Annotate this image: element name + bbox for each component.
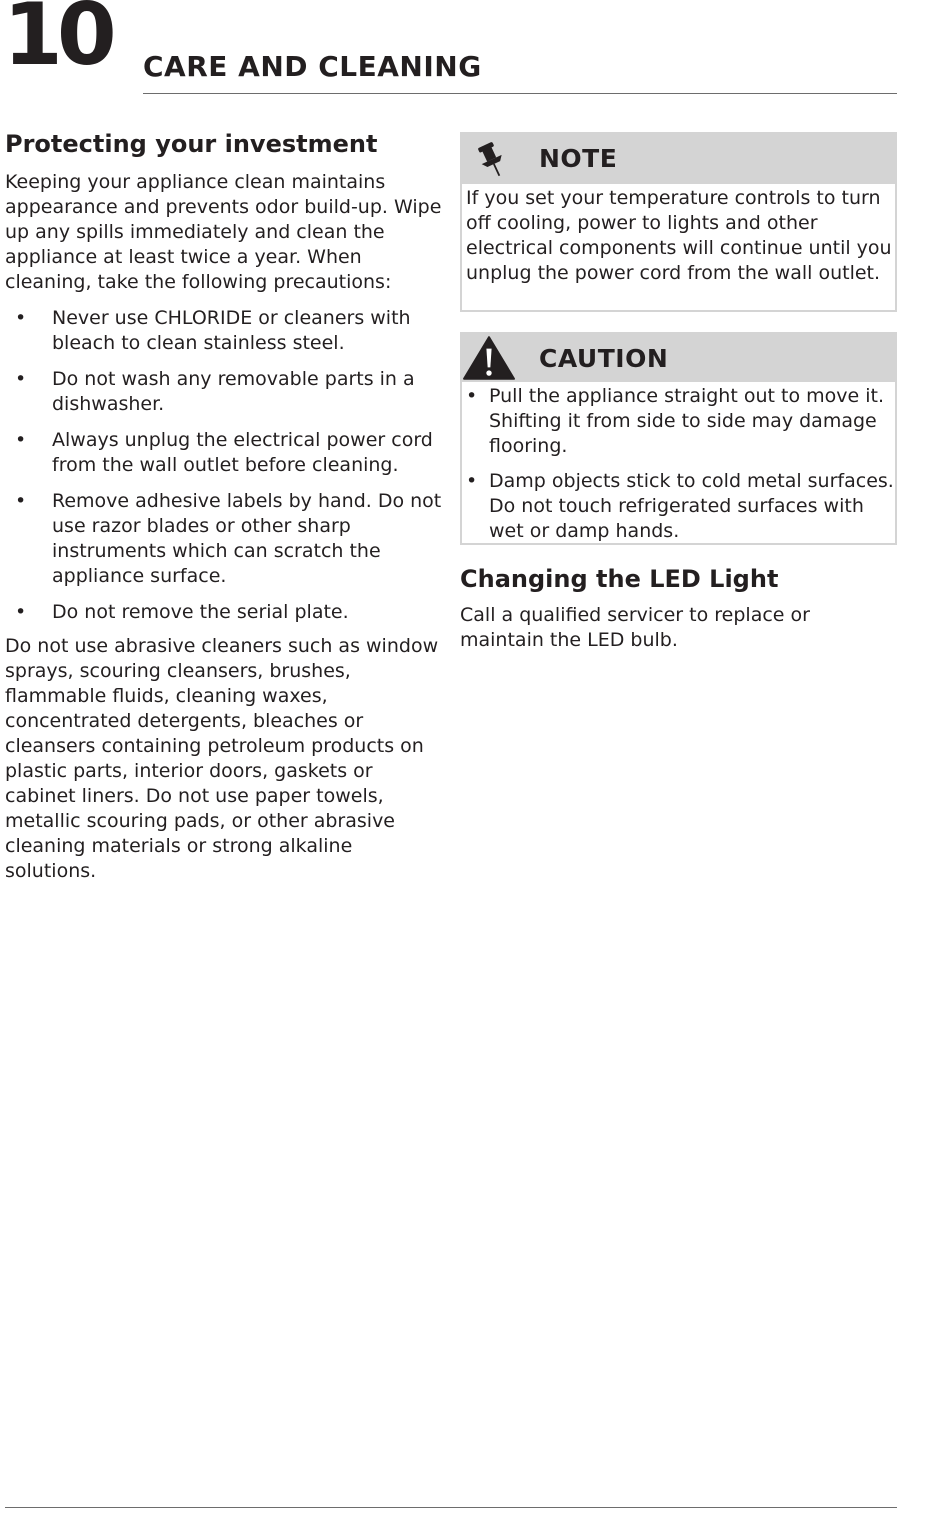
list-item-text: Remove adhesive labels by hand. Do not use razor blades or other sharp instruments which can scratch the appliance surface. xyxy=(52,490,442,587)
right-column xyxy=(460,132,897,653)
caution-title: CAUTION xyxy=(539,344,669,373)
bullet: • xyxy=(466,385,478,407)
list-item xyxy=(462,469,895,544)
pushpin-icon xyxy=(474,140,512,180)
bullet: • xyxy=(15,601,27,623)
bullet: • xyxy=(15,429,27,451)
note-title: NOTE xyxy=(539,144,618,173)
list-item xyxy=(5,367,442,417)
note-text: If you set your temperature controls to turn off cooling, power to lights and other electrical components will continue until you unplug the power cord from the wall outlet. xyxy=(466,187,892,284)
header-rule xyxy=(143,93,897,94)
list-item xyxy=(5,306,442,356)
section-title: CARE AND CLEANING xyxy=(143,50,482,83)
protecting-heading: Protecting your investment xyxy=(5,130,378,158)
bullet: • xyxy=(15,307,27,329)
list-item-text: Damp objects stick to cold metal surfaces. Do not touch refrigerated surfaces with wet or damp hands. xyxy=(489,470,894,542)
led-heading: Changing the LED Light xyxy=(460,565,779,593)
list-item xyxy=(462,384,895,459)
bullet: • xyxy=(15,490,27,512)
list-item xyxy=(5,600,442,625)
list-item-text: Do not remove the serial plate. xyxy=(52,601,349,623)
list-item-text: Do not wash any removable parts in a dishwasher. xyxy=(52,368,415,415)
left-column xyxy=(5,128,442,884)
list-item xyxy=(5,428,442,478)
precautions-list xyxy=(5,306,442,625)
list-item-text: Never use CHLORIDE or cleaners with bleach to clean stainless steel. xyxy=(52,307,411,354)
caution-box xyxy=(460,332,897,545)
caution-list xyxy=(462,384,895,544)
bullet: • xyxy=(15,368,27,390)
page-number: 10 xyxy=(3,0,111,85)
list-item-text: Pull the appliance straight out to move it. Shifting it from side to side may damage flooring. xyxy=(489,385,884,457)
list-item-text: Always unplug the electrical power cord from the wall outlet before cleaning. xyxy=(52,429,433,476)
intro-paragraph: Keeping your appliance clean maintains appearance and prevents odor build-up. Wipe up any spills immediately and clean the appliance at least twice a year. When cleaning, take the following precautions: xyxy=(5,171,442,293)
note-box xyxy=(460,132,897,312)
list-item xyxy=(5,489,442,589)
note-header xyxy=(462,134,895,184)
warning-triangle-icon xyxy=(462,335,516,381)
abrasive-cleaners-paragraph: Do not use abrasive cleaners such as window sprays, scouring cleansers, brushes, flammable fluids, cleaning waxes, concentrated detergents, bleaches or cleansers containing petroleum products on plastic parts, interior doors, gaskets or cabinet liners. Do not use paper towels, metallic scouring pads, or other abrasive cleaning materials or strong alkaline solutions. xyxy=(5,635,439,882)
led-text: Call a qualified servicer to replace or maintain the LED bulb. xyxy=(460,604,810,651)
bullet: • xyxy=(466,470,478,492)
footer-rule xyxy=(5,1507,897,1508)
caution-header xyxy=(462,334,895,382)
